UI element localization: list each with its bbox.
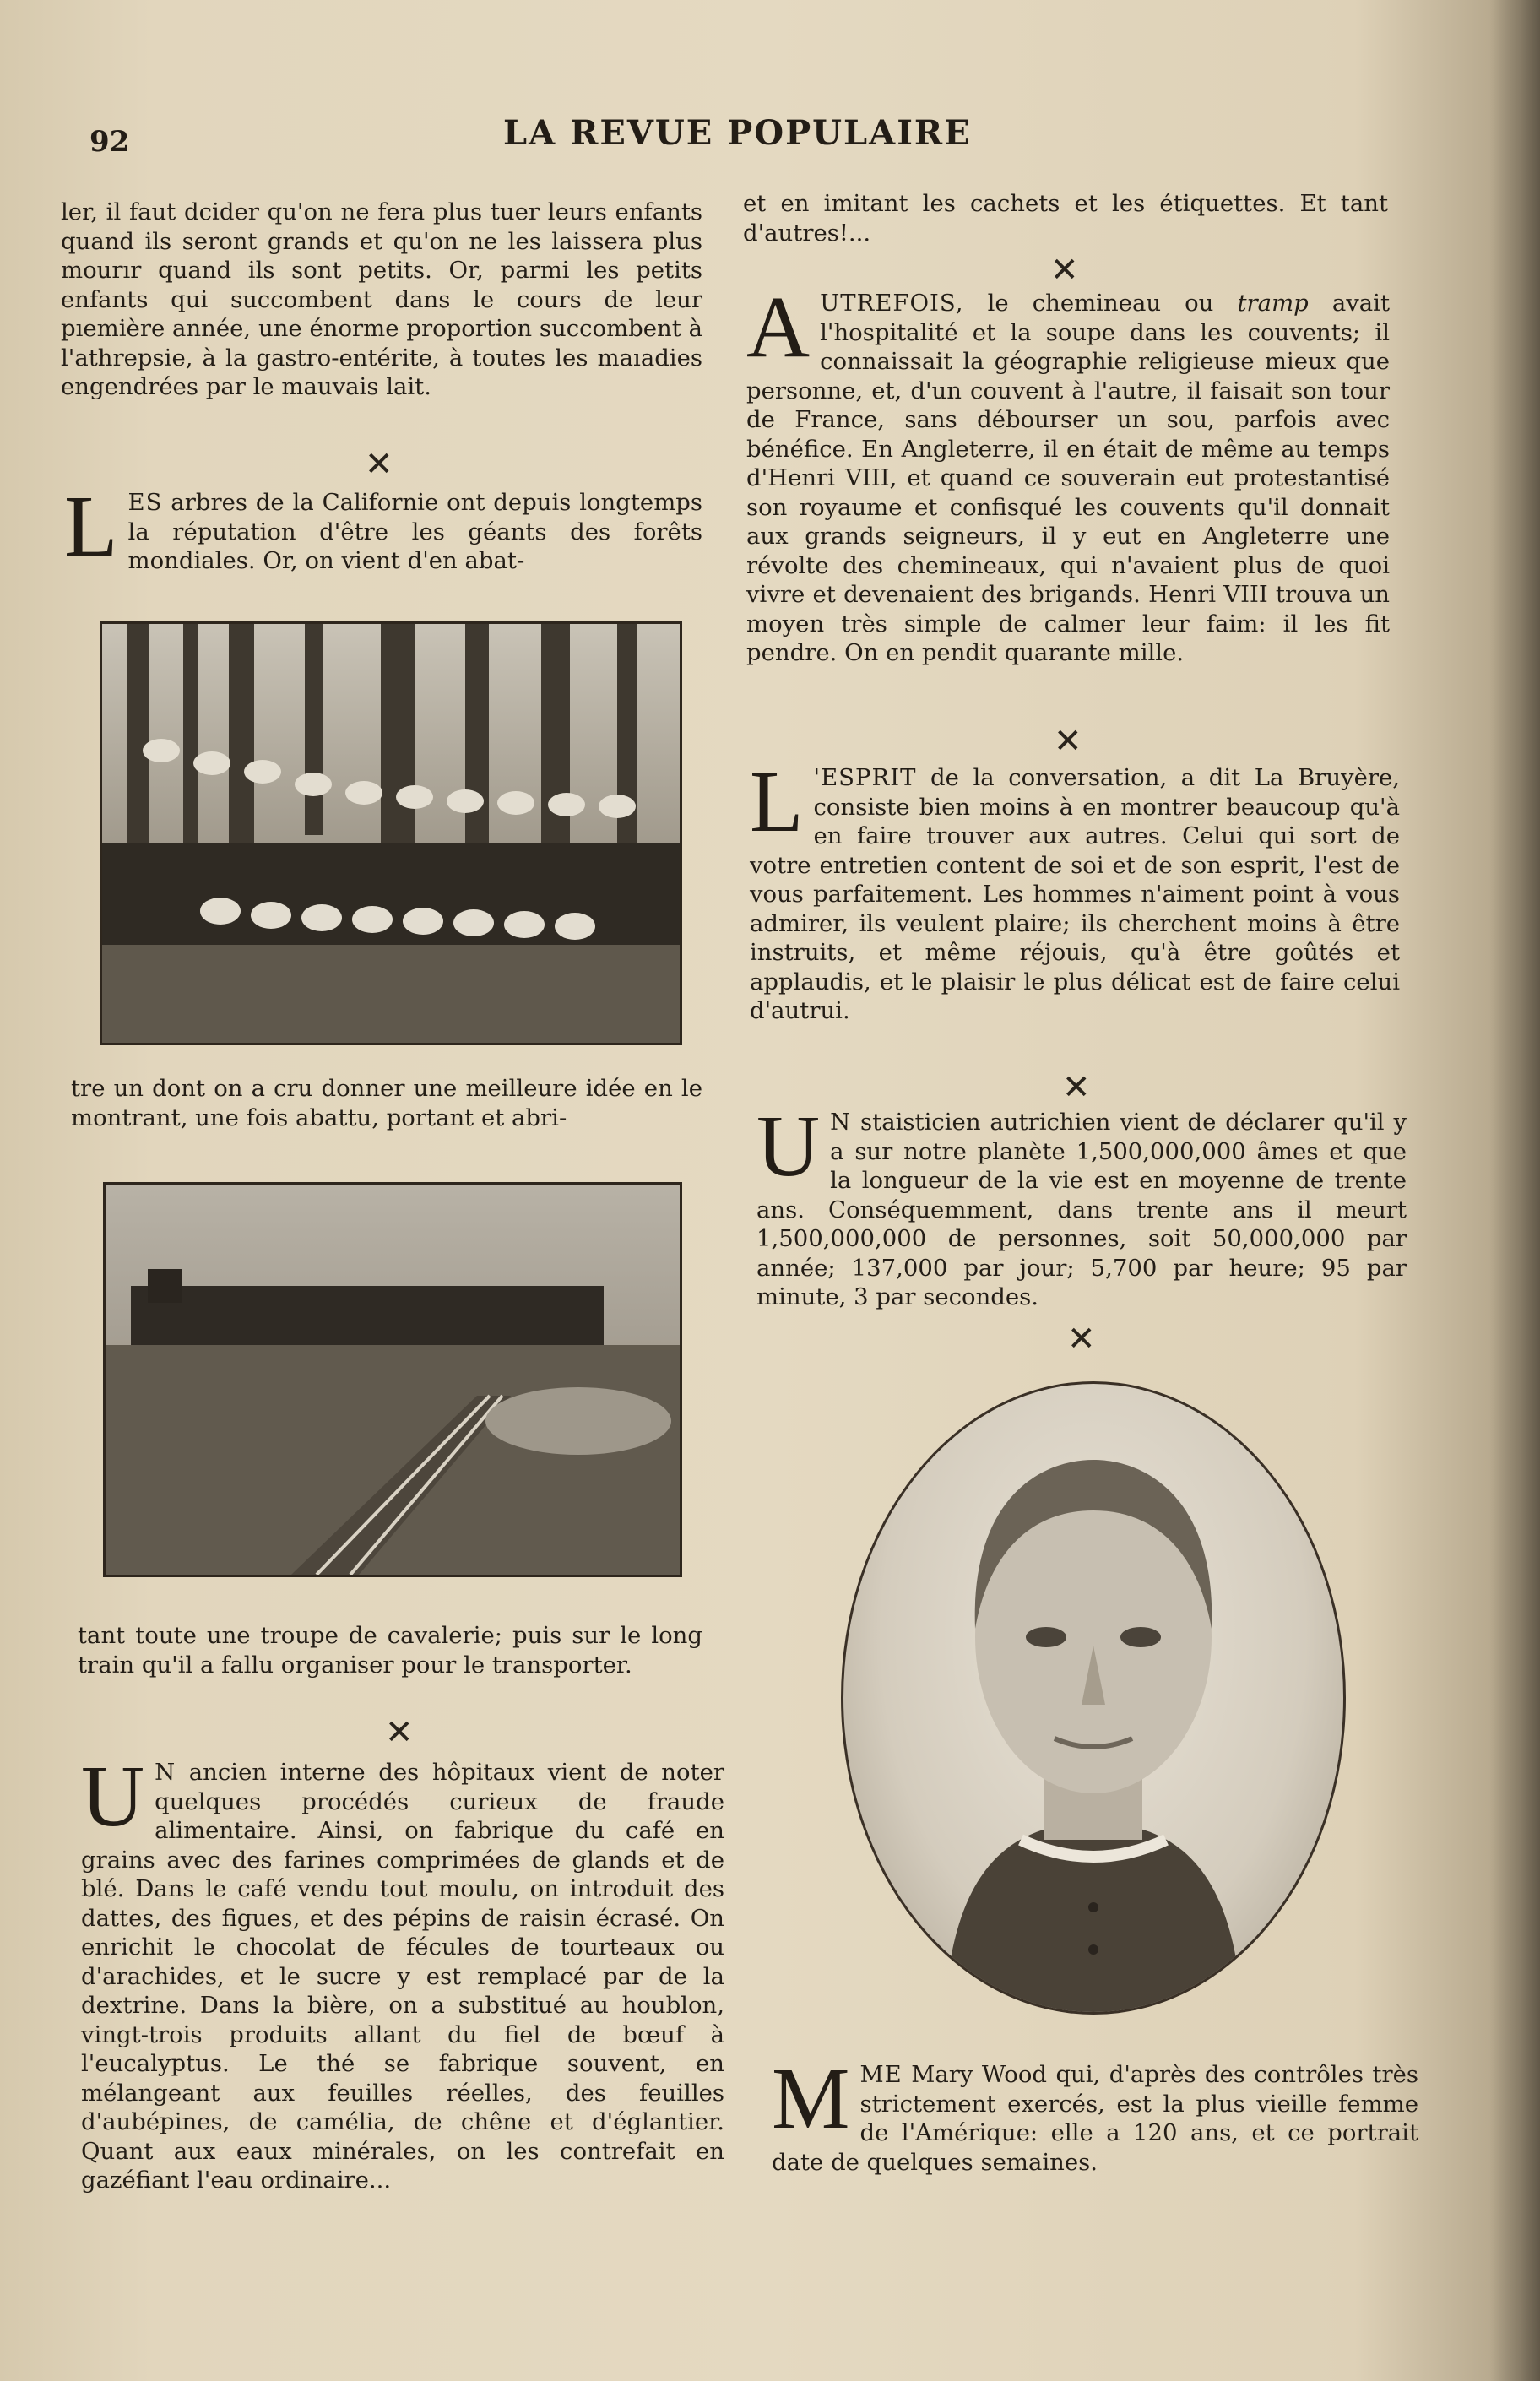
section-separator: ✕ (1054, 722, 1082, 761)
section-separator: ✕ (365, 445, 393, 484)
photo-cavalry-illustration (102, 624, 680, 1043)
drop-cap: M (772, 2050, 850, 2147)
article-text: et en imitant les cachets et les étiquettes. Et tant d'autres!... (743, 190, 1388, 247)
italic-word: tramp (1237, 290, 1309, 317)
lead-word: N (155, 1759, 176, 1786)
drop-cap: L (64, 478, 118, 575)
photo-log-train (103, 1182, 682, 1577)
photo-cavalry-on-log (100, 621, 682, 1045)
autrefois-article (746, 279, 1391, 668)
portrait-caption (772, 2050, 1418, 2177)
section-separator: ✕ (1067, 1320, 1096, 1359)
lead-word: UTREFOIS, (820, 290, 964, 317)
article-text: tre un dont on a cru donner une meilleure idée en le montrant, une fois abattu, portant et abri- (71, 1075, 702, 1131)
section-separator: ✕ (385, 1713, 414, 1752)
article-text: arbres de la Californie ont depuis longtemps la réputation d'être les géants des forêts mondiales. Or, on vient d'en abat- (127, 489, 702, 574)
drop-cap: A (746, 279, 811, 376)
fraude-article (81, 1748, 724, 2195)
page-number: 92 (89, 125, 130, 159)
lead-word: 'ESPRIT (813, 764, 917, 791)
book-spine-shadow (1489, 0, 1540, 2381)
running-title: LA REVUE POPULAIRE (503, 113, 972, 153)
drop-cap: U (756, 1098, 821, 1195)
arbres-article (64, 478, 702, 576)
intro-paragraph (61, 198, 702, 402)
caption-text: Mary Wood qui, d'après des contrôles très strictement exercés, est la plus vieille femme de l'Amérique: elle a 120 ans, et ce portrait date de quelques semaines. (772, 2061, 1418, 2176)
intro-text: ler, il faut dcider qu'on ne fera plus tuer leurs enfants quand ils seront grands et qu'on ne les laissera plus mourır quand ils sont petits. Or, parmi les petits enfants qui succombent dans le cours de leur pıemière année, une énorme proportion succombent à l'athrepsie, à la gastro-entérite, à toutes les maıadies engendrées par le mauvais lait. (61, 198, 702, 400)
lead-word: ES (127, 489, 163, 516)
portrait-illustration (843, 1384, 1343, 2012)
drop-cap: L (750, 753, 804, 850)
article-text: ancien interne des hôpitaux vient de noter quelques procédés curieux de fraude alimentaire. Ainsi, on fabrique du café en grains avec des farines comprimées de glands et de blé. Dans le café vendu tout moulu, on introduit des dattes, des figues, et des pépins de raisin écrasé. On enrichit le chocolat de fécules de tourteaux ou d'arachides, et le sucre y est remplacé par de la dextrine. Dans la bière, on a substitué au houblon, vingt-trois produits allant du fiel de bœuf à l'eucalyptus. Le thé se fabrique souvent, en mélangeant aux feuilles réelles, des feuilles d'aubépines, de camélia, de chêne et d'églantier. Quant aux eaux minérales, on les contrefait en gazéfiant l'eau ordinaire... (81, 1759, 724, 2194)
lead-word: N (830, 1109, 852, 1136)
portrait-mary-wood (841, 1381, 1346, 2015)
fraude-continuation (743, 189, 1388, 247)
article-text: staisticien autrichien vient de déclarer qu'il y a sur notre planète 1,500,000,000 âmes et que la longueur de la vie est en moyenne de trente ans. Conséquemment, dans trente ans il meurt 1,500,000,000 de personnes, soit 50,000,000 par année; 137,000 par jour; 5,700 par heure; 95 par minute, 3 par secondes. (756, 1109, 1407, 1310)
photo-train-illustration (106, 1185, 680, 1575)
drop-cap: U (81, 1748, 145, 1845)
article-text: tant toute une troupe de cavalerie; puis sur le long train qu'il a fallu organiser pour le transporter. (78, 1622, 702, 1679)
arbres-continuation-2 (78, 1621, 702, 1679)
statistique-article (756, 1098, 1407, 1312)
article-text: de la conversation, a dit La Bruyère, consiste bien moins à en montrer beaucoup qu'à en faire trouver aux autres. Celui qui sort de votre entretien content de soi et de son esprit, l'est de vous parfaitement. Les hommes n'aiment point à vous admirer, ils veulent plaire; ils cherchent moins à être instruits, et même réjouis, qu'à être goûtés et applaudis, et le plaisir le plus délicat est de faire celui d'autrui. (750, 764, 1401, 1024)
article-text: avait l'hospitalité et la soupe dans les couvents; il connaissait la géographie religieuse mieux que personne, et, d'un couvent à l'autre, il faisait son tour de France, sans débourser un sou, parfois avec bénéfice. En Angleterre, il en était de même au temps d'Henri VIII, et quand ce souverain eut protestantisé son royaume et confisqué les couvents qu'il donnait aux grands seigneurs, il y eut en Angleterre une révolte des chemineaux, qui n'avaient plus de quoi vivre et devenaient des brigands. Henri VIII trouva un moyen très simple de calmer leur faim: il les fit pendre. On en pendit quarante mille. (746, 290, 1391, 666)
article-text: le chemineau ou (987, 290, 1214, 317)
arbres-continuation-1 (71, 1074, 702, 1132)
section-separator: ✕ (1062, 1068, 1091, 1107)
section-separator: ✕ (1050, 251, 1079, 290)
lead-word: ME (859, 2061, 903, 2088)
esprit-article (750, 753, 1401, 1026)
